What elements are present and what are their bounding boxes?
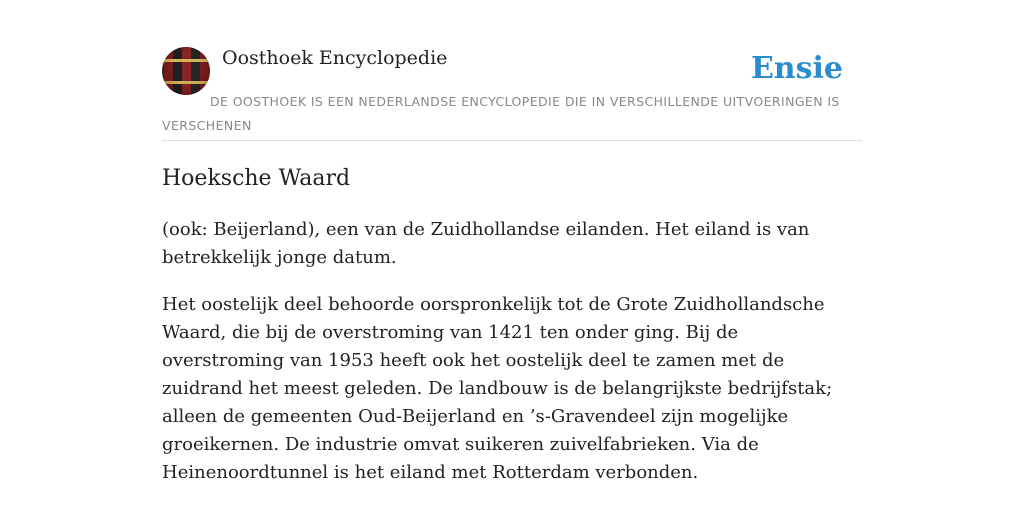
site-header <box>162 0 862 141</box>
article-paragraph-1: (ook: Beijerland), een van de Zuidhollandse eilanden. Het eiland is van betrekkelijk jonge datum. <box>162 219 810 268</box>
page-container <box>162 0 862 483</box>
article-title: Hoeksche Waard <box>162 166 351 191</box>
site-tagline: DE OOSTHOEK IS EEN NEDERLANDSE ENCYCLOPEDIE DIE IN VERSCHILLENDE UITVOERINGEN IS VERSCHENEN <box>162 94 840 133</box>
encyclopedia-books-icon[interactable] <box>162 47 210 95</box>
article-paragraph-2: Het oostelijk deel behoorde oorspronkelijk tot de Grote Zuidhollandsche Waard, die bij de overstroming van 1421 ten onder ging. Bij de overstroming van 1953 heeft ook het oostelijk deel te zamen met de zuidrand het meest geleden. De landbouw is de belangrijkste bedrijfstak; alleen de gemeenten Oud-Beijerland en ’s-Gravendeel zijn mogelijke groeikernen. De industrie omvat suikeren zuivelfabrieken. Via de Heinenoordtunnel is het eiland met Rotterdam verbonden. <box>162 294 833 483</box>
ensie-logo[interactable]: Ensie <box>750 51 843 86</box>
site-title[interactable]: Oosthoek Encyclopedie <box>222 47 448 69</box>
